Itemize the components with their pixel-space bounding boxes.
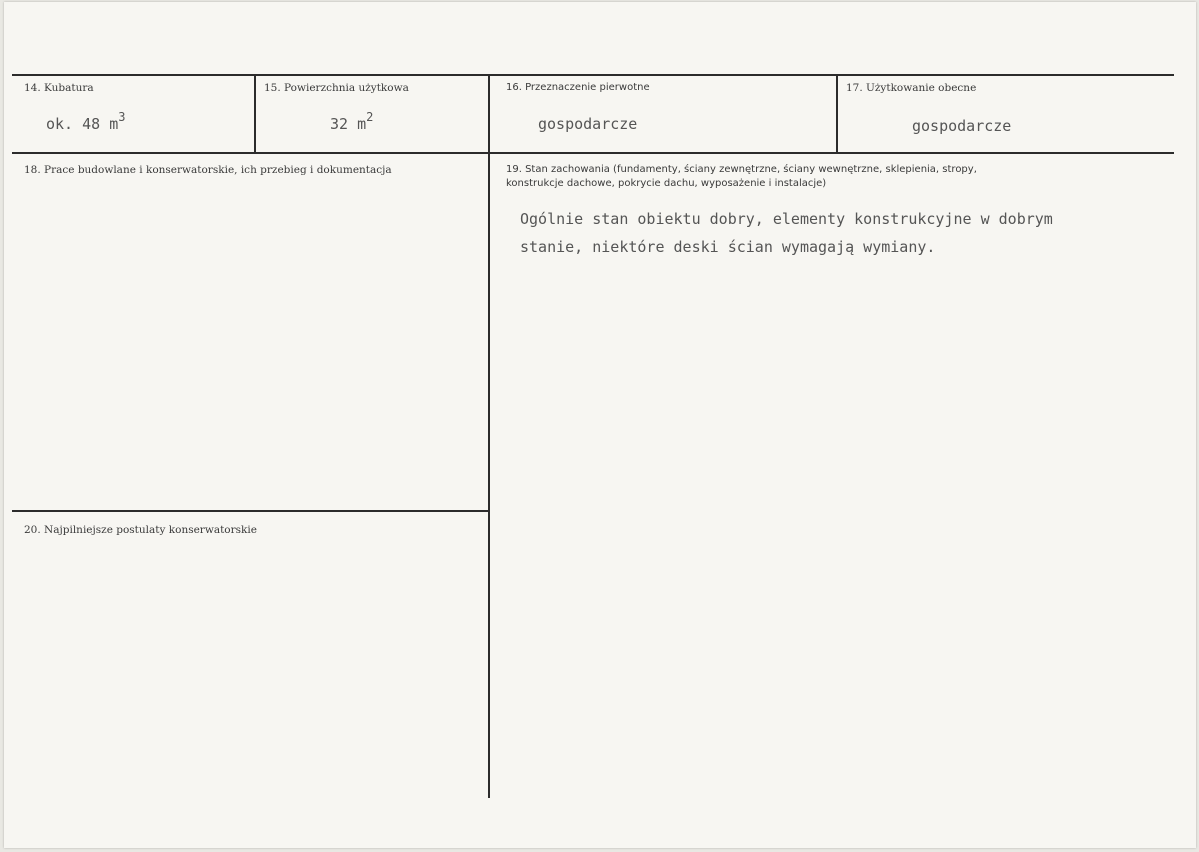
top-border: [12, 74, 1174, 76]
field-19-text-line1: Ogólnie stan obiektu dobry, elementy konstrukcyjne w dobrym: [520, 210, 1053, 228]
inventory-card: [4, 2, 1196, 848]
field-14-value: [46, 112, 125, 133]
col-divider-1: [254, 74, 256, 154]
field-19-label-line2: konstrukcje dachowe, pokrycie dachu, wyposażenie i instalacje): [506, 178, 827, 189]
field-14-value-text: ok. 48 m: [46, 115, 119, 133]
field-19-label-line1: 19. Stan zachowania (fundamenty, ściany zewnętrzne, ściany wewnętrzne, sklepienia, stropy,: [506, 164, 977, 175]
field-15-exponent: 2: [366, 110, 374, 124]
field-14-exponent: 3: [118, 110, 126, 124]
field-16-label: 16. Przeznaczenie pierwotne: [506, 82, 650, 93]
field-15-value: [330, 112, 373, 133]
field-14-label: 14. Kubatura: [24, 82, 94, 94]
col-divider-3: [836, 74, 838, 154]
field-17-value: gospodarcze: [912, 117, 1012, 135]
field-20-label: 20. Najpilniejsze postulaty konserwatorskie: [24, 524, 257, 536]
field-15-label: 15. Powierzchnia użytkowa: [264, 82, 409, 94]
col-divider-main: [488, 74, 490, 798]
field-17-label: 17. Użytkowanie obecne: [846, 82, 977, 94]
field-18-label: 18. Prace budowlane i konserwatorskie, ich przebieg i dokumentacja: [24, 164, 392, 176]
row-divider: [12, 152, 1174, 154]
field-16-value: gospodarcze: [538, 115, 638, 133]
left-column-divider: [12, 510, 488, 512]
field-19-text-line2: stanie, niektóre deski ścian wymagają wymiany.: [520, 238, 936, 256]
field-15-value-text: 32 m: [330, 115, 367, 133]
